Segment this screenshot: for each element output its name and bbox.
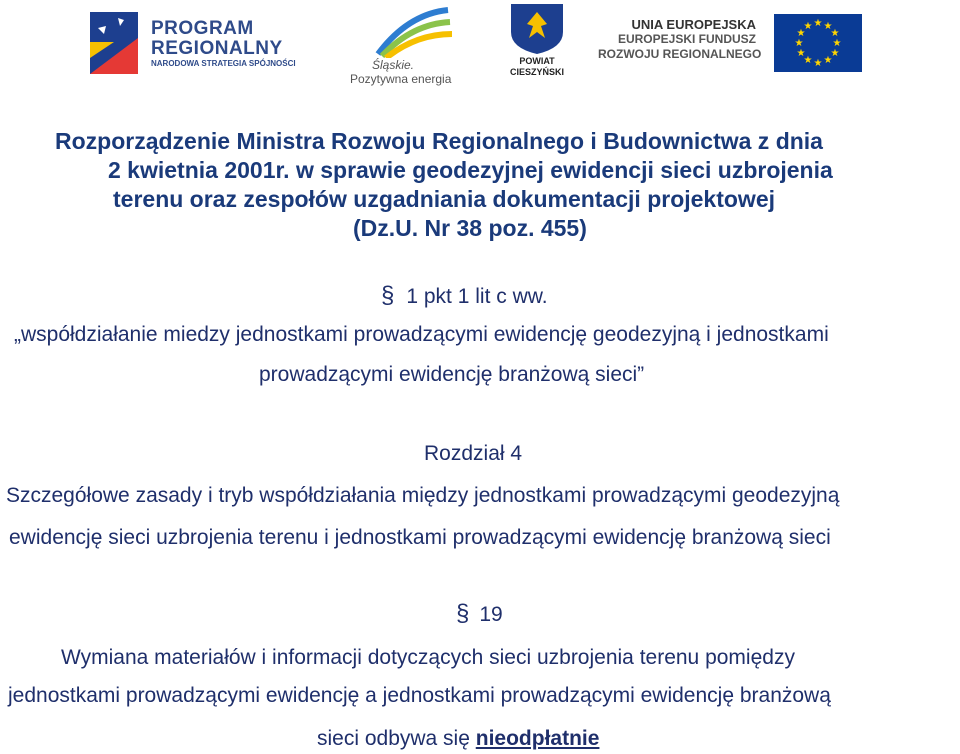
paragraph-reference-text: 1 pkt 1 lit c ww. <box>406 285 548 308</box>
eu-line1: UNIA EUROPEJSKA <box>631 17 756 32</box>
slaskie-wave-icon <box>368 4 458 58</box>
svg-text:★: ★ <box>823 21 833 32</box>
emphasized-free-of-charge: nieodpłatnie <box>475 727 600 750</box>
eu-line3: ROZWOJU REGIONALNEGO <box>598 47 762 61</box>
eu-flag-icon <box>774 14 862 72</box>
chapter-title-line-1: Szczegółowe zasady i tryb współdziałania między jednostkami prowadzącymi geodezyjną <box>6 484 840 507</box>
slaskie-tagline: Pozytywna energia <box>350 72 452 86</box>
quote-line-2: prowadzącymi ewidencję branżową sieci” <box>259 363 645 386</box>
body-line-3-text: sieci odbywa się <box>317 727 470 750</box>
section-number: 19 <box>479 603 503 626</box>
svg-text:★: ★ <box>832 38 842 49</box>
svg-text:★: ★ <box>794 38 804 49</box>
eu-fund-logo <box>598 14 864 76</box>
section-heading <box>456 600 503 628</box>
svg-text:★: ★ <box>813 18 823 29</box>
svg-text:★: ★ <box>796 28 806 39</box>
svg-text:★: ★ <box>803 21 813 32</box>
powiat-cieszynski-logo <box>502 2 572 84</box>
body-line-3 <box>317 727 599 751</box>
paragraph-reference <box>381 282 548 310</box>
program-regionalny-subtitle: NARODOWA STRATEGIA SPÓJNOŚCI <box>151 59 296 68</box>
program-regionalny-logo <box>84 8 344 78</box>
chapter-heading: Rozdział 4 <box>424 442 523 465</box>
powiat-line1: POWIAT <box>519 56 555 66</box>
title-line-2: 2 kwietnia 2001r. w sprawie geodezyjnej ewidencji sieci uzbrojenia <box>108 157 833 183</box>
eu-fund-text <box>598 17 762 62</box>
program-regionalny-emblem-icon <box>84 8 144 78</box>
title-line-3: terenu oraz zespołów uzgadniania dokumentacji projektowej <box>113 186 776 212</box>
powiat-cieszynski-text <box>504 56 570 78</box>
title-line-1: Rozporządzenie Ministra Rozwoju Regionalnego i Budownictwa z dnia <box>55 128 823 154</box>
eu-line2: EUROPEJSKI FUNDUSZ <box>617 32 756 46</box>
title-line-4: (Dz.U. Nr 38 poz. 455) <box>353 215 587 241</box>
chapter-title-line-2: ewidencję sieci uzbrojenia terenu i jednostkami prowadzącymi ewidencję branżową sieci <box>9 526 831 549</box>
section-symbol-19: § <box>456 600 470 627</box>
slaskie-name: Śląskie. <box>372 58 415 72</box>
logo-bar <box>0 0 960 92</box>
svg-text:★: ★ <box>813 58 823 69</box>
svg-text:★: ★ <box>830 48 840 59</box>
body-line-1: Wymiana materiałów i informacji dotyczących sieci uzbrojenia terenu pomiędzy <box>61 646 795 669</box>
powiat-line2: CIESZYŃSKI <box>509 67 564 77</box>
slaskie-logo <box>350 4 470 86</box>
svg-text:★: ★ <box>796 48 806 59</box>
body-line-2: jednostkami prowadzącymi ewidencję a jednostkami prowadzącymi ewidencję branżową <box>8 684 831 707</box>
coat-of-arms-icon <box>507 2 567 54</box>
svg-text:★: ★ <box>823 55 833 66</box>
quote-line-1: „współdziałanie miedzy jednostkami prowadzącymi ewidencję geodezyjną i jednostkami <box>14 323 829 346</box>
svg-text:★: ★ <box>830 28 840 39</box>
svg-text:★: ★ <box>803 55 813 66</box>
program-regionalny-title: PROGRAM REGIONALNY <box>151 18 283 59</box>
section-symbol: § <box>381 282 395 309</box>
